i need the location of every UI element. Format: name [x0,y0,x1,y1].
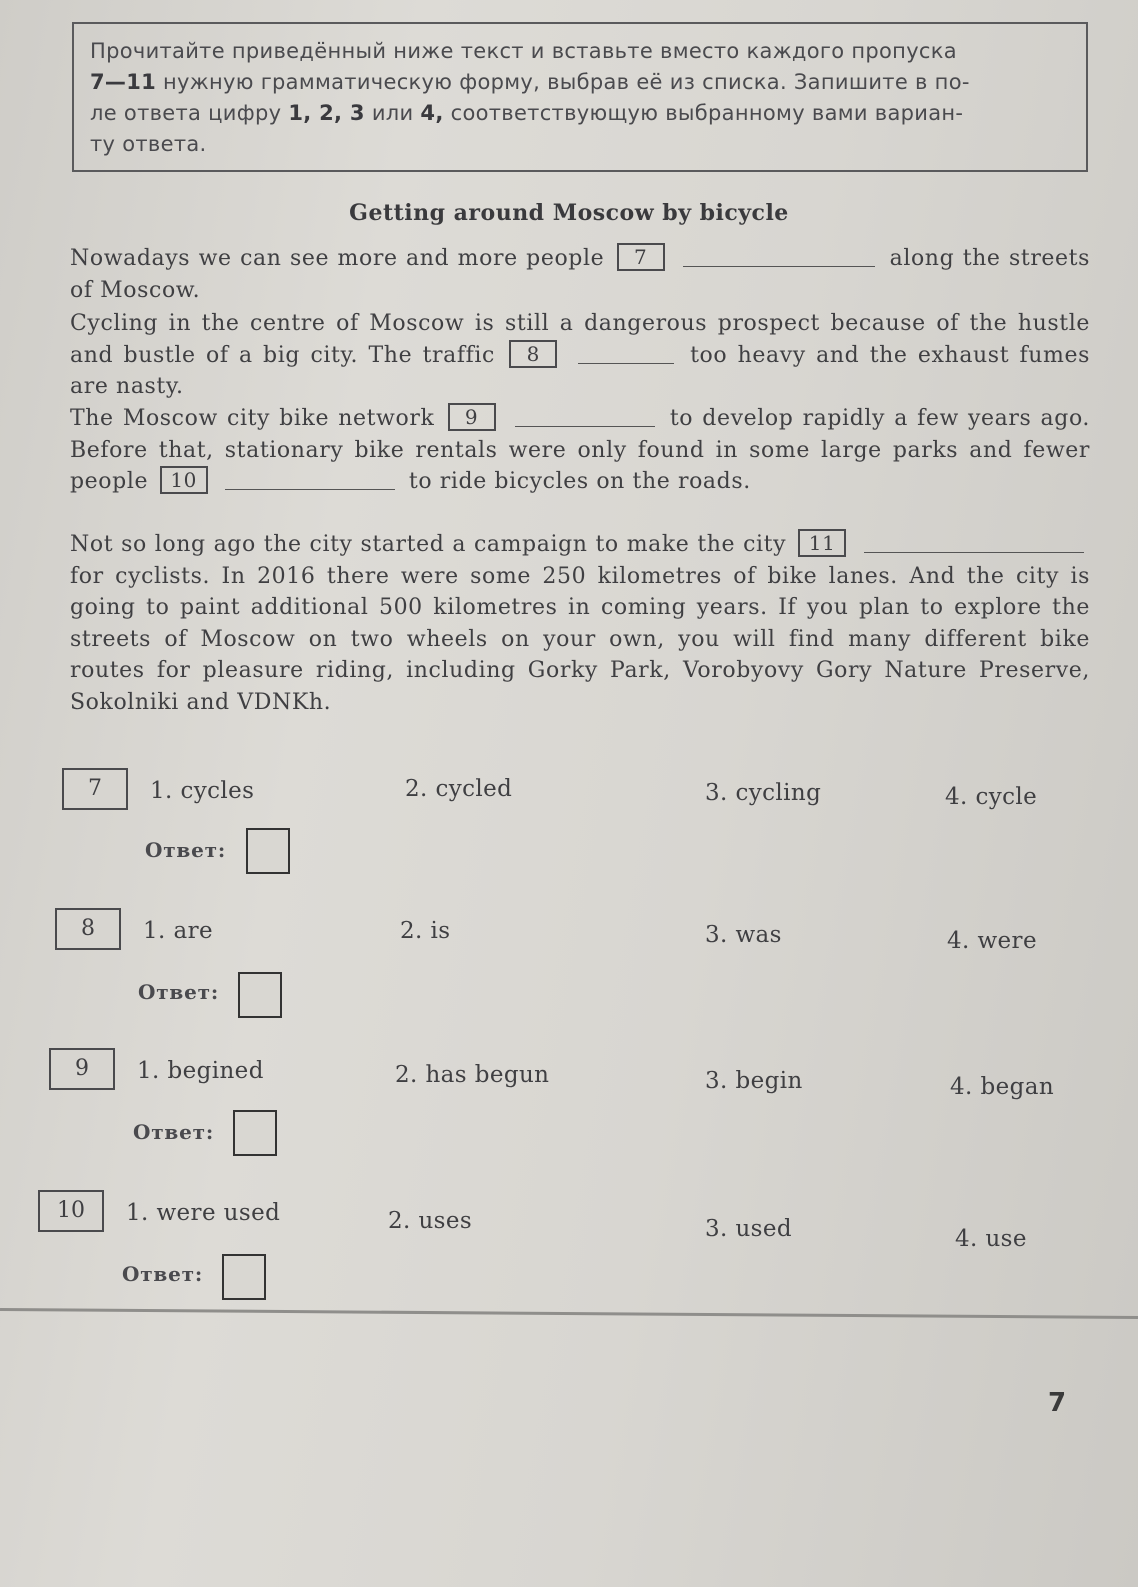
paragraph-2 [70,308,1090,403]
gap-10-marker: 10 [160,466,208,494]
question-9-answer-box[interactable] [233,1110,277,1156]
question-9-option-4: 4. began [950,1074,1055,1100]
page-number: 7 [1048,1388,1067,1418]
question-10-number: 10 [38,1190,104,1232]
paragraph-3-end: to ride bicycles on the roads. [408,469,751,494]
question-8-option-1: 1. are [143,918,213,944]
gap-8-blank[interactable] [578,363,674,364]
question-9-option-2: 2. has begun [395,1062,550,1088]
instruction-line2: нужную грамматическую форму, выбрав её из списка. Запишите в по- [163,70,970,94]
question-10-option-2: 2. uses [388,1208,473,1234]
question-8-option-4: 4. were [947,928,1037,954]
question-9-option-3: 3. begin [705,1068,803,1094]
gap-9-blank[interactable] [515,426,655,427]
paragraph-3-middle: to develop rapidly a few years ago. Before that, stationary bike rentals were only found in some large parks and fewer people [70,406,1091,494]
question-9-answer-label: Ответ: [133,1120,215,1144]
question-7-number: 7 [62,768,128,810]
question-10-answer-box[interactable] [222,1254,266,1300]
paragraph-2-start: Cycling in the centre of Moscow is still a dangerous prospect because of the hustle and bustle of a big city. The traffic [70,311,1090,368]
paragraph-4-start: Not so long ago the city started a campaign to make the city [70,532,787,557]
instruction-line3a: ле ответа цифру [90,101,282,125]
page-divider [0,1308,1138,1319]
question-10-option-4: 4. use [955,1226,1027,1252]
instruction-box [72,22,1088,172]
gap-10-blank[interactable] [225,489,395,490]
instruction-or: или [371,101,414,125]
question-7-answer-label: Ответ: [145,838,227,862]
paragraph-2-end: too heavy and the exhaust fumes are nasty. [70,342,1091,399]
paragraph-3-start: The Moscow city bike network [70,406,435,431]
question-10-option-3: 3. used [705,1216,793,1242]
paragraph-3 [70,403,1090,498]
question-10-option-1: 1. were used [126,1200,281,1226]
question-7-option-3: 3. cycling [705,780,822,806]
instruction-line3b: соответствующую выбранному вами вариан- [450,101,964,125]
question-8-answer-box[interactable] [238,972,282,1018]
gap-8-marker: 8 [509,340,557,368]
instruction-digit4: 4, [420,101,444,125]
question-7-answer-box[interactable] [246,828,290,874]
text-title: Getting around Moscow by bicycle [349,200,789,226]
question-9-number: 9 [49,1048,115,1090]
paragraph-1-start: Nowadays we can see more and more people [70,246,605,271]
question-8-option-3: 3. was [705,922,782,948]
question-8-number: 8 [55,908,121,950]
gap-11-blank[interactable] [864,552,1084,553]
question-8-option-2: 2. is [400,918,451,944]
paragraph-4-end: for cyclists. In 2016 there were some 250 kilometres of bike lanes. And the city is going to paint additional 500 kilometres in coming years. If you plan to explore the streets of Moscow on two wheels on your own, you will find many different bike routes for pleasure riding, including Gorky Park, Vorobyovy Gory Nature Preserve, Sokolniki and VDNKh. [70,563,1090,715]
instruction-digits: 1, 2, 3 [288,101,365,125]
gap-11-marker: 11 [798,529,846,557]
question-8-answer-label: Ответ: [138,980,220,1004]
instruction-line1: Прочитайте приведённый ниже текст и вставьте вместо каждого пропуска [90,39,957,63]
instruction-line4: ту ответа. [90,132,207,156]
paragraph-4 [70,529,1090,718]
instruction-range: 7—11 [90,70,157,94]
question-7-option-4: 4. cycle [945,784,1038,810]
question-7-option-1: 1. cycles [150,778,255,804]
gap-7-blank[interactable] [683,266,875,267]
question-7-option-2: 2. cycled [405,776,513,802]
paragraph-1 [70,243,1090,306]
question-9-option-1: 1. begined [137,1058,264,1084]
paragraph-1-end: along the streets of Moscow. [70,246,1091,303]
gap-7-marker: 7 [617,243,665,271]
gap-9-marker: 9 [448,403,496,431]
question-10-answer-label: Ответ: [122,1262,204,1286]
